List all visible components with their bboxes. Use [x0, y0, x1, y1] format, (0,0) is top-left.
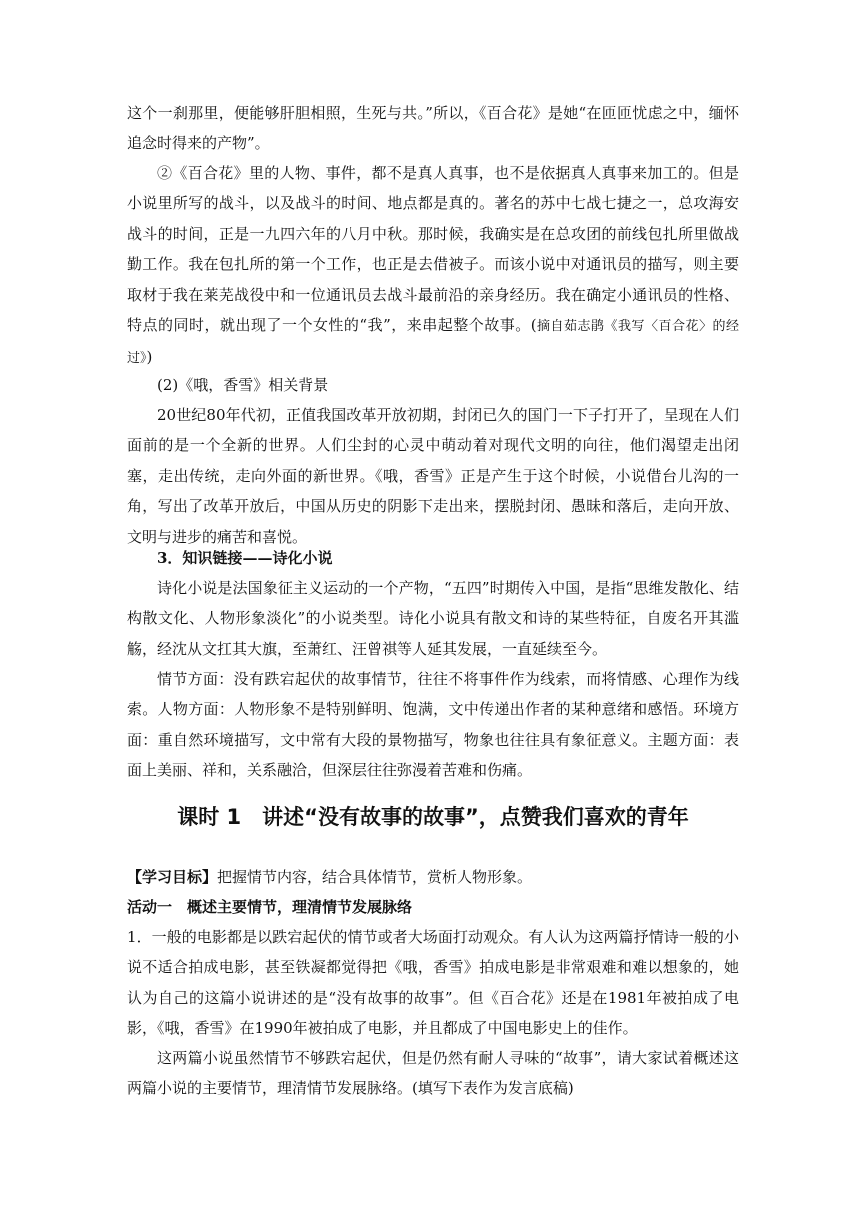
- paragraph-author-note: [127, 158, 739, 375]
- activity-heading: 活动一 概述主要情节，理清情节发展脉络: [127, 898, 413, 916]
- learning-goal: [127, 862, 739, 892]
- question-1-task: 这两篇小说虽然情节不够跌宕起伏，但是仍然有耐人寻味的“故事”，请大家试着概述这两篇小说的主要情节，理清情节发展脉络。(填写下表作为发言底稿): [127, 1049, 739, 1098]
- paragraph-quote-end: 这个一刹那里，便能够肝胆相照，生死与共。”所以，《百合花》是她“在匝匝忧虑之中，缅怀追念时得来的产物”。: [127, 104, 739, 153]
- question-1: 1．一般的电影都是以跌宕起伏的情节或者大场面打动观众。有人认为这两篇抒情诗一般的小说不适合拍成电影，甚至铁凝都觉得把《哦，香雪》拍成电影是非常艰难和难以想象的，她认为自己的这篇小说讲述的是“没有故事的故事”。但《百合花》还是在1981年被拍成了电影，《哦，香雪》在1990年被拍成了电影，并且都成了中国电影史上的佳作。: [127, 928, 739, 1038]
- goal-text: 把握情节内容，结合具体情节，赏析人物形象。: [217, 868, 533, 886]
- paragraph-poetic-novel: 诗化小说是法国象征主义运动的一个产物，“五四”时期传入中国，是指“思维发散化、结构散文化、人物形象淡化”的小说类型。诗化小说具有散文和诗的某些特征，自废名开其滥觞，经沈从文扛其大旗，至萧红、汪曾祺等人延其发展，一直延续至今。: [127, 579, 739, 658]
- goal-label: 【学习目标】: [127, 868, 218, 886]
- subsection-heading: (2)《哦，香雪》相关背景: [157, 376, 329, 394]
- paragraph-features: 情节方面：没有跌宕起伏的故事情节，往往不将事件作为线索，而将情感、心理作为线索。人物方面：人物形象不是特别鲜明、饱满，文中传递出作者的某种意绪和感悟。环境方面：重自然环境描写，文中常有大段的景物描写，物象也往往具有象征意义。主题方面：表面上美丽、祥和，关系融洽，但深层往往弥漫着苦难和伤痛。: [127, 670, 739, 780]
- lesson-title: 课时 1 讲述“没有故事的故事”，点赞我们喜欢的青年: [177, 805, 689, 829]
- source-close: ): [146, 348, 153, 367]
- knowledge-link-heading: 3．知识链接——诗化小说: [157, 549, 333, 567]
- paragraph-background: 20世纪80年代初，正值我国改革开放初期，封闭已久的国门一下子打开了，呈现在人们面前的是一个全新的世界。人们尘封的心灵中萌动着对现代文明的向往，他们渴望走出闭塞，走出传统，走向外面的新世界。《哦，香雪》正是产生于这个时候，小说借台儿沟的一角，写出了改革开放后，中国从历史的阴影下走出来，摆脱封闭、愚昧和落后，走向开放、文明与进步的痛苦和喜悦。: [127, 406, 739, 546]
- author-note-text: ②《百合花》里的人物、事件，都不是真人真事，也不是依据真人真事来加工的。但是小说里所写的战斗，以及战斗的时间、地点都是真的。著名的苏中七战七捷之一，总攻海安战斗的时间，正是一九四六年的八月中秋。那时候，我确实是在总攻团的前线包扎所里做战勤工作。我在包扎所的第一个工作，也正是去借被子。而该小说中对通讯员的描写，则主要取材于我在莱芜战役中和一位通讯员去战斗最前沿的亲身经历。我在确定小通讯员的性格、特点的同时，就出现了一个女性的“我”，来串起整个故事。(: [127, 164, 739, 335]
- source-citation: 摘自茹志鹃《我写〈百合花〉的经过》: [127, 319, 739, 367]
